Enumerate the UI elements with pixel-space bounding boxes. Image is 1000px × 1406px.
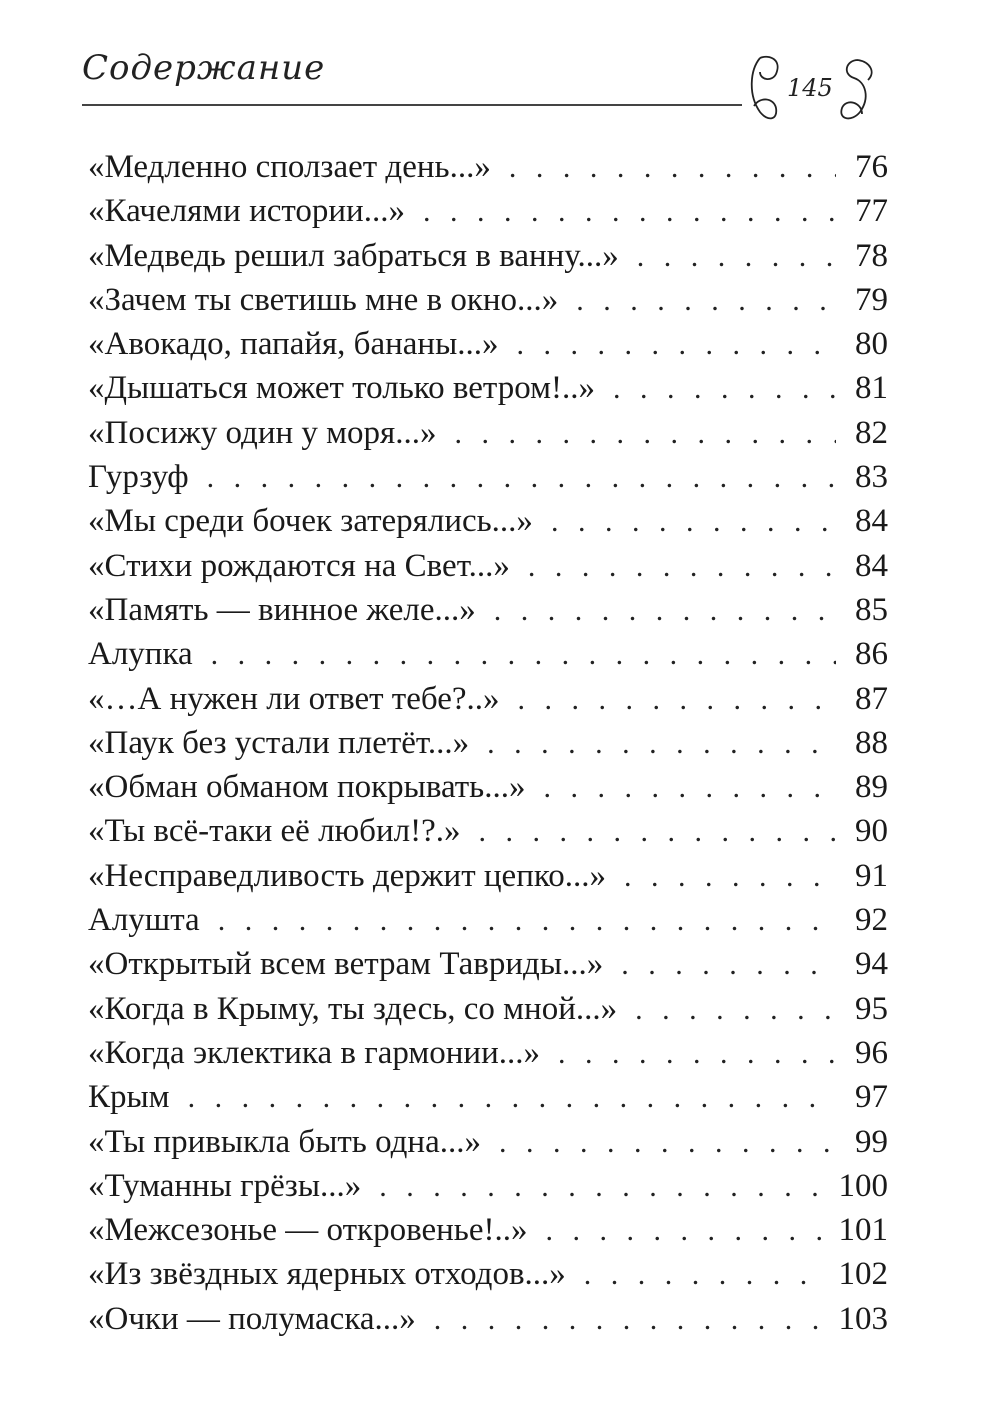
toc-leader-dots	[635, 988, 836, 1032]
toc-leader-dots	[487, 722, 836, 766]
toc-entry-page: 103	[838, 1300, 888, 1337]
toc-entry-page: 84	[855, 547, 888, 584]
toc-entry	[88, 366, 888, 410]
toc-entry-page: 96	[855, 1034, 888, 1071]
toc-leader-dots	[509, 146, 836, 190]
toc-entry-title: «Медленно сползает день...»	[88, 149, 491, 185]
toc-entry-title: «Обман обманом покрывать...»	[88, 769, 526, 806]
toc-leader-dots	[379, 1165, 826, 1209]
toc-leader-dots	[207, 456, 836, 500]
toc-entry-title: «Ты всё-таки её любил!?.»	[88, 813, 461, 850]
toc-entry	[88, 1297, 888, 1341]
toc-entry-title: «Из звёздных ядерных отходов...»	[88, 1256, 566, 1293]
toc-entry-page: 91	[855, 857, 888, 894]
toc-entry	[88, 145, 888, 189]
toc-entry-title: «Очки — полумаска...»	[88, 1300, 416, 1337]
toc-entry	[88, 411, 888, 455]
toc-leader-dots	[188, 1076, 836, 1120]
toc-entry-title: Алупка	[88, 636, 193, 673]
toc-entry-page: 81	[855, 370, 888, 407]
toc-entry-title: «Когда эклектика в гармонии...»	[88, 1034, 540, 1071]
toc-entry-title: «Открытый всем ветрам Тавриды...»	[88, 946, 604, 983]
toc-entry	[88, 1075, 888, 1119]
toc-entry-title: Алушта	[88, 902, 200, 939]
toc-leader-dots	[434, 1298, 827, 1342]
toc-entry	[88, 588, 888, 632]
toc-leader-dots	[499, 1121, 836, 1165]
toc-entry-page: 84	[855, 503, 888, 540]
toc-entry-title: «Зачем ты светишь мне в окно...»	[88, 281, 559, 318]
toc-entry	[88, 854, 888, 898]
toc-entry-title: «Авокадо, папайя, бананы...»	[88, 326, 499, 363]
toc-entry-page: 88	[855, 724, 888, 761]
toc-entry	[88, 499, 888, 543]
toc-leader-dots	[584, 1253, 827, 1297]
table-of-contents	[88, 145, 888, 1341]
toc-entry-page: 102	[838, 1256, 888, 1293]
toc-leader-dots	[545, 1209, 826, 1253]
toc-entry	[88, 1031, 888, 1075]
toc-entry-title: «Когда в Крыму, ты здесь, со мной...»	[88, 990, 618, 1027]
toc-entry	[88, 632, 888, 676]
toc-leader-dots	[624, 855, 836, 899]
page-header	[0, 0, 1000, 135]
toc-leader-dots	[479, 810, 837, 854]
toc-entry-page: 101	[838, 1212, 888, 1249]
toc-entry	[88, 898, 888, 942]
toc-entry-page: 97	[855, 1079, 888, 1116]
toc-entry-page: 86	[855, 636, 888, 673]
toc-leader-dots	[528, 545, 836, 589]
toc-entry-page: 80	[855, 326, 888, 363]
toc-entry	[88, 189, 888, 233]
toc-entry-title: «Память — винное желе...»	[88, 591, 476, 628]
toc-entry-title: «…А нужен ли ответ тебе?..»	[88, 680, 500, 717]
toc-entry-page: 90	[855, 813, 888, 850]
toc-entry-page: 94	[855, 946, 888, 983]
toc-leader-dots	[558, 1032, 836, 1076]
toc-leader-dots	[211, 633, 836, 677]
toc-leader-dots	[423, 190, 836, 234]
toc-entry-title: «Стихи рождаются на Свет...»	[88, 547, 510, 584]
toc-entry	[88, 322, 888, 366]
toc-entry-title: «Дышаться может только ветром!..»	[88, 370, 595, 407]
toc-entry-title: «Паук без устали плетёт...»	[88, 724, 470, 761]
header-rule	[82, 104, 742, 106]
toc-entry	[88, 1252, 888, 1296]
toc-entry-page: 83	[855, 459, 888, 496]
toc-entry	[88, 987, 888, 1031]
toc-leader-dots	[576, 279, 836, 323]
toc-entry-title: Крым	[88, 1079, 170, 1116]
page-number: 145	[787, 74, 833, 102]
toc-entry-page: 77	[855, 193, 888, 230]
toc-entry-title: «Туманны грёзы...»	[88, 1167, 362, 1204]
toc-leader-dots	[494, 589, 836, 633]
toc-entry	[88, 721, 888, 765]
toc-entry-page: 79	[855, 281, 888, 318]
toc-entry-title: «Посижу один у моря...»	[88, 414, 437, 451]
toc-entry	[88, 455, 888, 499]
toc-entry	[88, 234, 888, 278]
toc-leader-dots	[218, 899, 836, 943]
toc-entry	[88, 677, 888, 721]
toc-entry-page: 95	[855, 990, 888, 1027]
toc-leader-dots	[543, 766, 836, 810]
toc-leader-dots	[637, 235, 836, 279]
toc-leader-dots	[518, 678, 836, 722]
toc-entry-page: 82	[855, 414, 888, 451]
toc-leader-dots	[613, 367, 836, 411]
toc-entry-title: «Мы среди бочек затерялись...»	[88, 503, 533, 540]
toc-entry	[88, 1164, 888, 1208]
toc-leader-dots	[621, 943, 836, 987]
toc-entry-page: 76	[855, 149, 888, 185]
toc-entry-page: 78	[855, 237, 888, 274]
toc-entry-title: «Ты привыкла быть одна...»	[88, 1123, 481, 1160]
toc-leader-dots	[454, 412, 836, 456]
toc-entry	[88, 1208, 888, 1252]
toc-entry-page: 92	[855, 902, 888, 939]
toc-entry-page: 89	[855, 769, 888, 806]
header-title: Содержание	[82, 48, 326, 88]
toc-entry-page: 85	[855, 591, 888, 628]
toc-entry-title: «Медведь решил забраться в ванну...»	[88, 237, 619, 274]
toc-leader-dots	[517, 323, 836, 367]
toc-entry-title: «Несправедливость держит цепко...»	[88, 857, 606, 894]
toc-entry	[88, 544, 888, 588]
toc-entry-page: 87	[855, 680, 888, 717]
toc-entry	[88, 809, 888, 853]
toc-entry	[88, 765, 888, 809]
toc-entry	[88, 1120, 888, 1164]
toc-entry-title: «Межсезонье — откровенье!..»	[88, 1212, 528, 1249]
toc-entry	[88, 942, 888, 986]
toc-leader-dots	[551, 500, 836, 544]
toc-entry-title: «Качелями истории...»	[88, 193, 405, 230]
toc-entry-title: Гурзуф	[88, 459, 189, 496]
toc-entry-page: 100	[838, 1167, 888, 1204]
toc-entry-page: 99	[855, 1123, 888, 1160]
toc-entry	[88, 278, 888, 322]
